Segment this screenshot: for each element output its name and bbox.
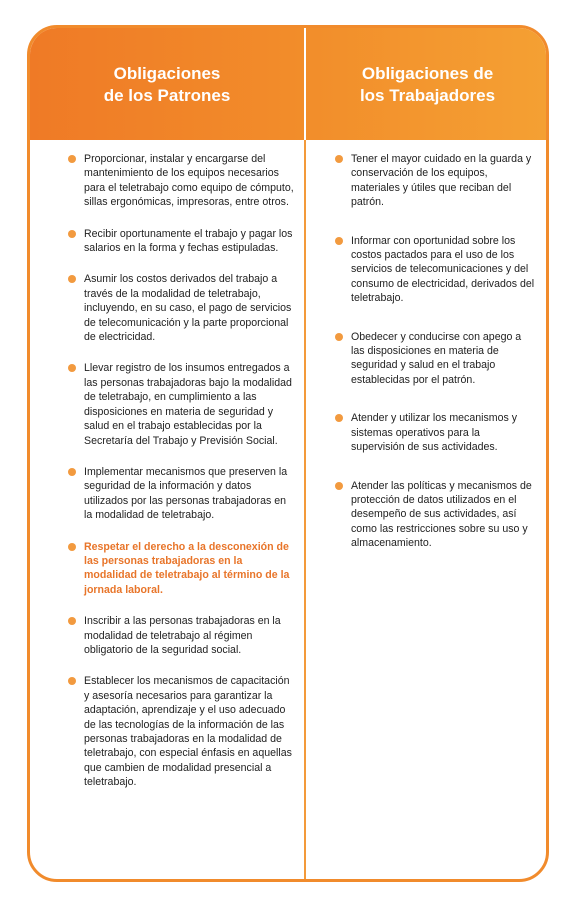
list-item bbox=[68, 674, 294, 789]
list-item-text: Implementar mecanismos que preserven la seguridad de la información y datos utilizados por las personas trabajadoras en la modalidad de teletrabajo. bbox=[84, 465, 288, 522]
list-item bbox=[68, 465, 294, 523]
list-item bbox=[68, 361, 294, 447]
column-divider bbox=[304, 28, 306, 879]
bullet-dot-icon bbox=[68, 275, 76, 283]
list-item-text: Atender y utilizar los mecanismos y sistemas operativos para la supervisión de sus actividades. bbox=[351, 412, 518, 454]
bullet-dot-icon bbox=[335, 482, 343, 490]
list-item bbox=[335, 152, 535, 210]
list-item-text: Recibir oportunamente el trabajo y pagar los salarios en la forma y fechas estipuladas. bbox=[84, 227, 293, 255]
list-item bbox=[335, 479, 535, 551]
bullet-dot-icon bbox=[335, 414, 343, 422]
list-item-text: Inscribir a las personas trabajadoras en la modalidad de teletrabajo al régimen obligatorio de la seguridad social. bbox=[84, 615, 281, 656]
bullet-dot-icon bbox=[68, 617, 76, 625]
list-item-text: Obedecer y conducirse con apego a las disposiciones en materia de seguridad y salud en el trabajo establecidas por el patrón. bbox=[351, 330, 522, 386]
list-item bbox=[68, 272, 294, 344]
list-item bbox=[335, 330, 535, 388]
list-item bbox=[335, 411, 535, 454]
bullet-dot-icon bbox=[68, 364, 76, 372]
list-item bbox=[68, 614, 294, 657]
bullet-dot-icon bbox=[68, 677, 76, 685]
list-item-text: Asumir los costos derivados del trabajo a través de la modalidad de teletrabajo, incluyendo, en su caso, el pago de servicios de telecomunicación y la parte proporcional de electricidad. bbox=[84, 273, 292, 344]
employer-obligations-list bbox=[68, 152, 294, 807]
bullet-dot-icon bbox=[68, 230, 76, 238]
worker-obligations-list bbox=[335, 152, 535, 575]
list-item-text: Informar con oportunidad sobre los costos pactados para el uso de los servicios de telecomunicaciones y del consumo de electricidad, derivados del teletrabajo. bbox=[351, 234, 535, 305]
list-item bbox=[68, 152, 294, 210]
list-item-highlighted bbox=[68, 540, 294, 598]
list-item-text: Llevar registro de los insumos entregados a las personas trabajadoras bajo la modalidad de teletrabajo, en cumplimiento a las disposiciones en materia de seguridad y salud en el trabajo establecidas por la Secretaría del Trabajo y Previsión Social. bbox=[84, 362, 292, 447]
bullet-dot-icon bbox=[335, 333, 343, 341]
list-item-text: Establecer los mecanismos de capacitación y asesoría necesarios para garantizar la adaptación, aprendizaje y el uso adecuado de las tecnologías de la información de las personas trabajadoras en la modalidad de teletrabajo, con especial énfasis en aquellas que cambien de modalidad presencial a teletrabajo. bbox=[84, 675, 292, 789]
worker-obligations-title: Obligaciones de los Trabajadores bbox=[359, 64, 496, 105]
bullet-dot-icon bbox=[68, 155, 76, 163]
list-item bbox=[68, 227, 294, 256]
employer-obligations-title: Obligaciones de los Patrones bbox=[103, 64, 231, 105]
bullet-dot-icon bbox=[68, 543, 76, 551]
bullet-dot-icon bbox=[335, 237, 343, 245]
list-item bbox=[335, 234, 535, 306]
list-item-text: Atender las políticas y mecanismos de protección de datos utilizados en el desempeño de sus actividades, así como las restricciones sobre su uso y almacenamiento. bbox=[351, 479, 532, 550]
list-item-text: Respetar el derecho a la desconexión de las personas trabajadoras en la modalidad de teletrabajo al término de la jornada laboral. bbox=[84, 540, 290, 596]
bullet-dot-icon bbox=[68, 468, 76, 476]
list-item-text: Proporcionar, instalar y encargarse del mantenimiento de los equipos necesarios para el teletrabajo como equipo de cómputo, sillas ergonómicas, impresoras, entre otros. bbox=[84, 153, 294, 209]
list-item-text: Tener el mayor cuidado en la guarda y conservación de los equipos, materiales y útiles que reciban del patrón. bbox=[351, 153, 532, 209]
bullet-dot-icon bbox=[335, 155, 343, 163]
obligations-card bbox=[27, 25, 549, 882]
